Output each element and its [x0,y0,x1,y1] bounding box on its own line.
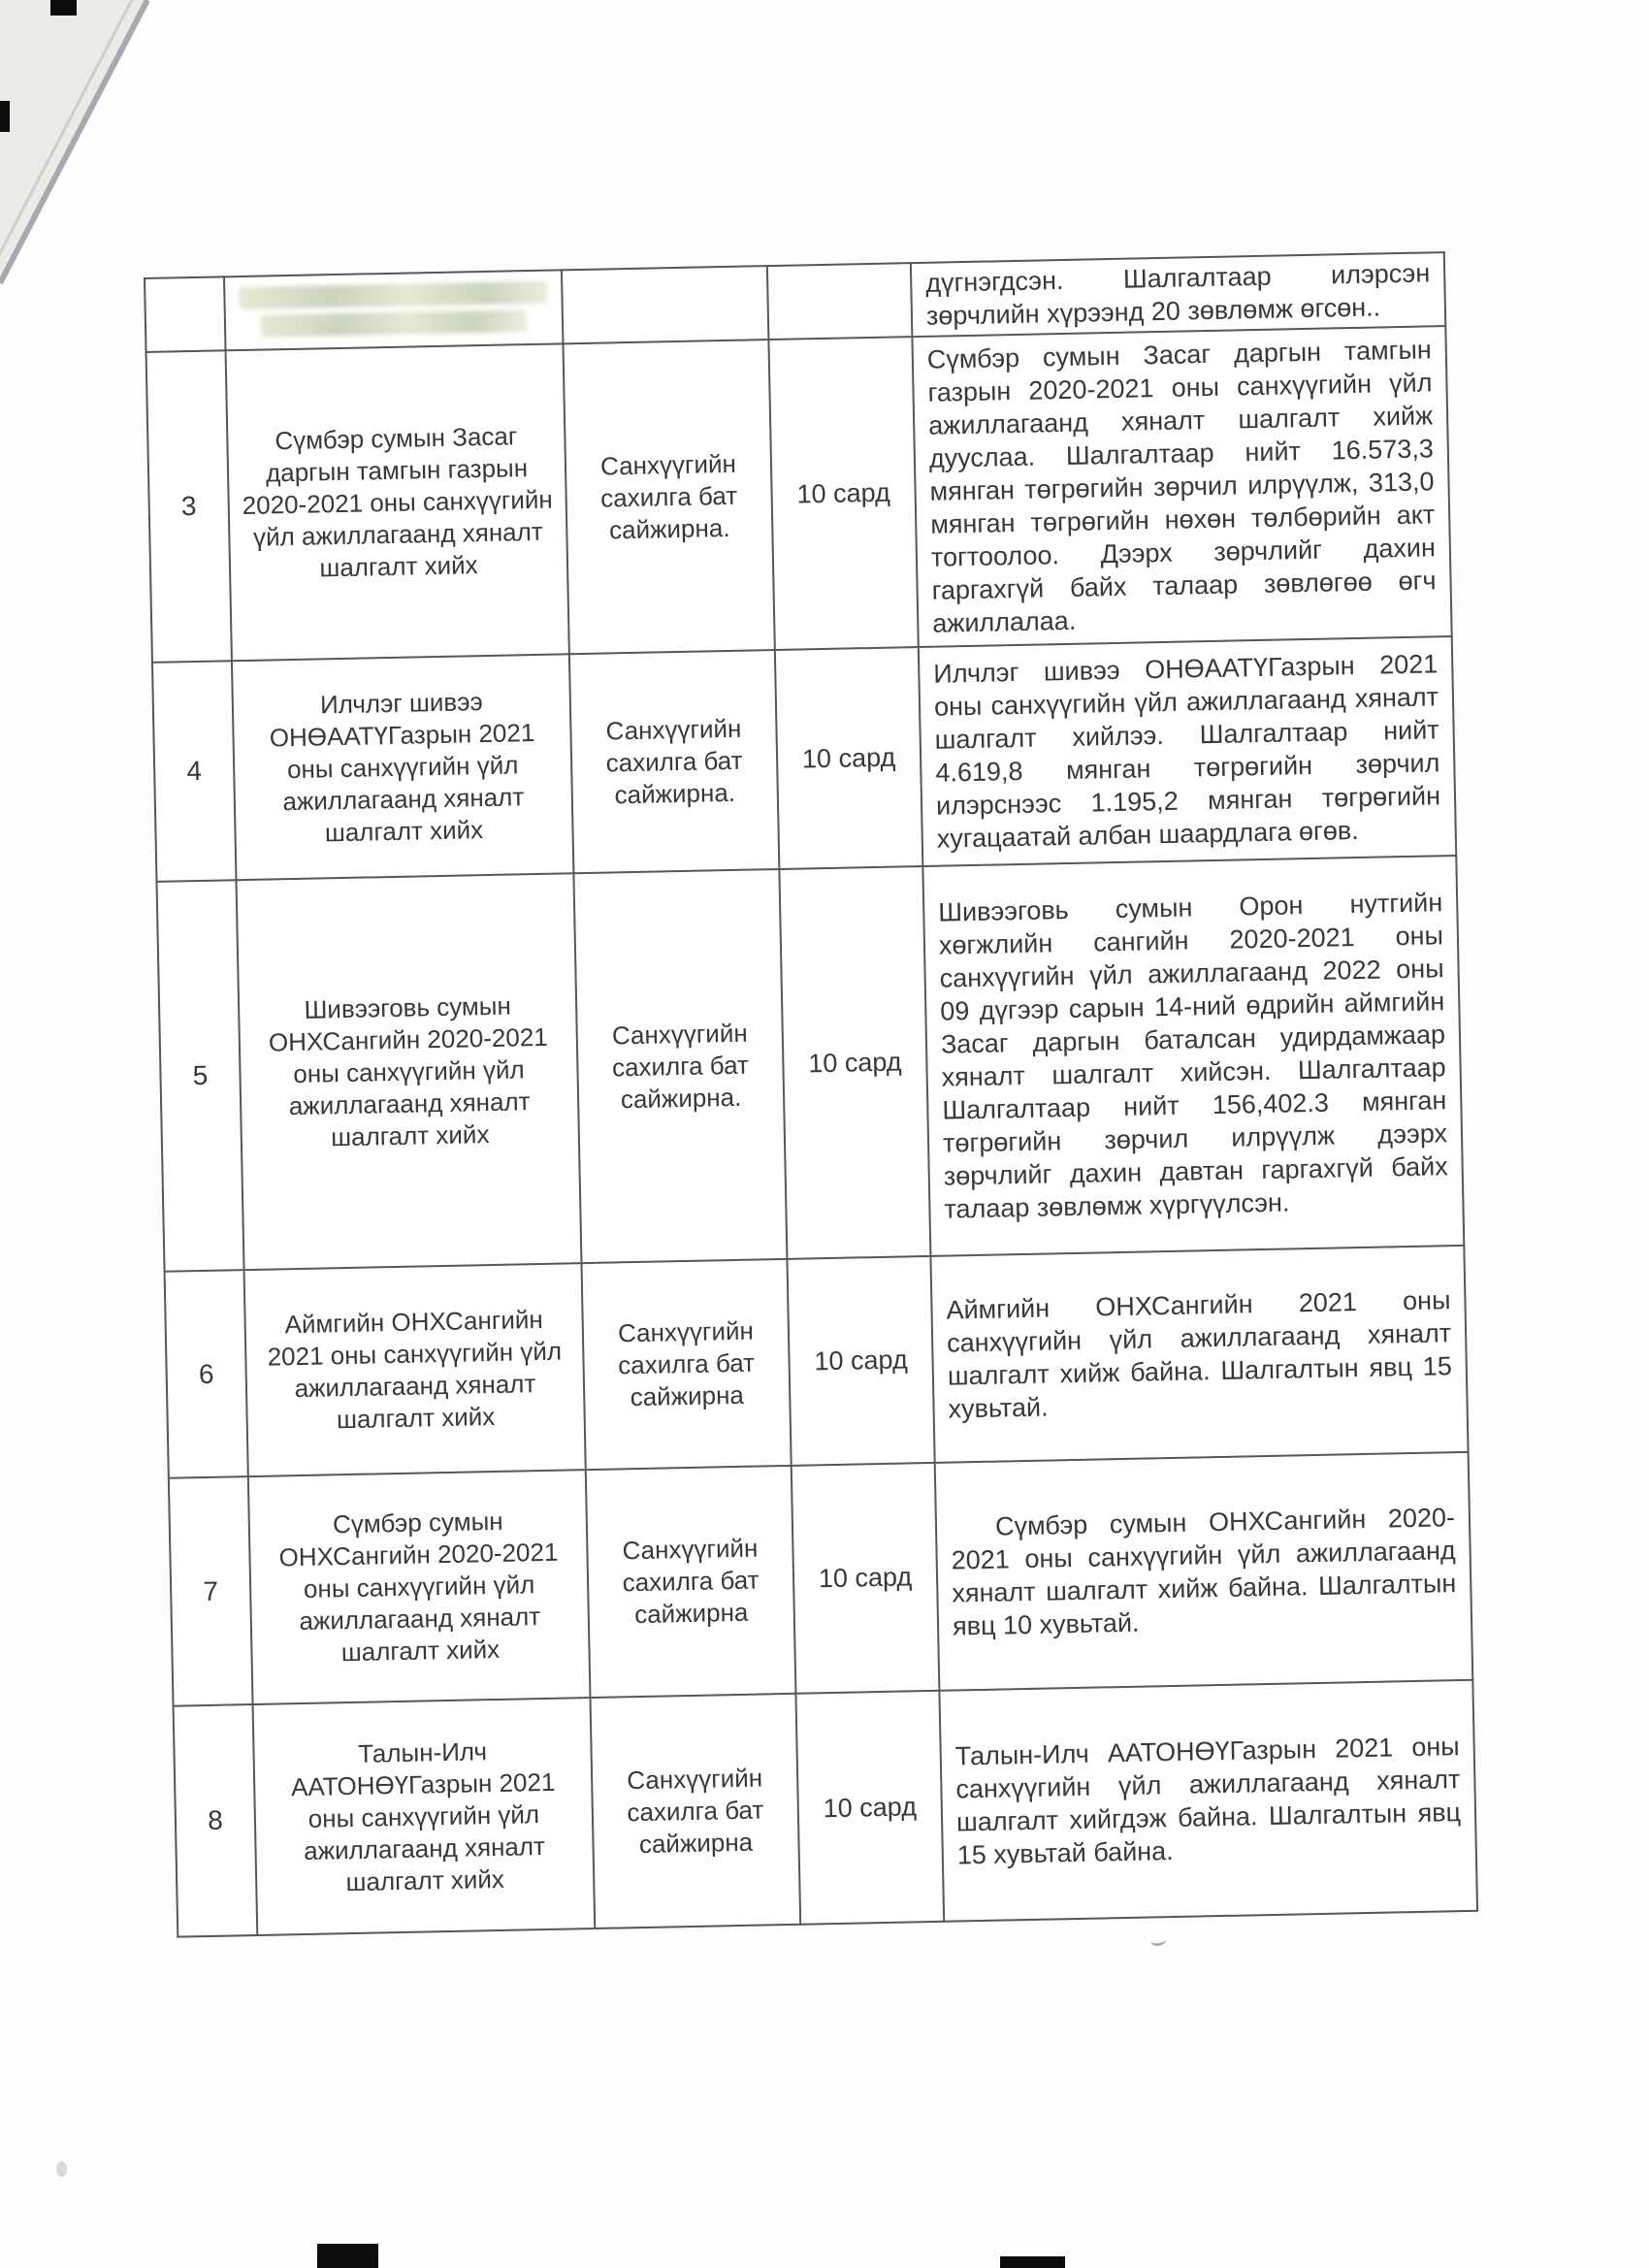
timeframe-cell [767,263,912,340]
timeframe-cell: 10 сард [775,647,923,869]
task-cell: Шивээговь сумын ОНХСангийн 2020-2021 оны санхүүгийн үйл ажиллагаанд хяналт шалгалт хийх [236,873,581,1270]
scan-speck [56,2161,67,2177]
task-cell: Сүмбэр сумын Засаг даргын тамгын газрын 2020-2021 оны санхүүгийн үйл ажиллагаанд хяналт шалгалт хийх [226,343,569,661]
task-cell: Талын-Илч ААТОНӨҮГазрын 2021 оны санхүүгийн үйл ажиллагаанд хяналт шалгалт хийх [253,1698,596,1935]
row-number-cell: 8 [174,1704,258,1937]
task-cell: Сүмбэр сумын ОНХСангийн 2020-2021 оны санхүүгийн үйл ажиллагаанд хяналт шалгалт хийх [248,1470,591,1704]
table-row [169,1452,1472,1706]
timeframe-cell: 10 сард [787,1256,934,1466]
status-cell: Сүмбэр сумын Засаг даргын тамгын газрын 2020-2021 оны санхүүгийн үйл ажиллагаанд хяналт шалгалт хийж дууслаа. Шалгалтаар нийт 16.573,3 мянган төгрөгийн зөрчил илрүүлж, 313,0 мянган төгрөгийн нөхөн төлбөрийн акт тогтоолоо. Дээрх зөрчлийг дахин гаргахгүй байх талаар зөвлөгөө өгч ажиллалаа. [912,326,1451,647]
timeframe-cell: 10 сард [795,1691,944,1925]
inspection-results-table [144,251,1478,1938]
task-cell: Илчлэг шивээ ОНӨААТҮГазрын 2021 оны санхүүгийн үйл ажиллагаанд хяналт шалгалт хийх [232,654,573,880]
highlighter-smudge [239,281,548,338]
timeframe-cell: 10 сард [768,337,918,650]
row-number-cell: 3 [146,350,232,663]
status-cell: дүгнэгдсэн. Шалгалтаар илэрсэн зөрчлийн хүрээнд 20 зөвлөмж өгсөн.. [911,252,1445,337]
expected-result-cell: Санхүүгийн сахилга бат сайжирна. [563,340,774,654]
scan-black-mark [50,0,77,16]
expected-result-cell: Санхүүгийн сахилга бат сайжирна. [573,869,787,1263]
scan-black-mark [0,101,10,132]
status-cell: Илчлэг шивээ ОНӨААТҮГазрын 2021 оны санхүүгийн үйл ажиллагаанд хяналт шалгалт хийлээ. Шалгалтаар нийт 4.619,8 мянган төгрөгийн зөрчил илэрснээс 1.195,2 мянган төгрөгийн хугацаатай албан шаардлага өгөв. [919,636,1456,866]
status-cell: Талын-Илч ААТОНӨҮГазрын 2021 оны санхүүгийн үйл ажиллагаанд хяналт шалгалт хийгдэж байна. Шалгалтын явц 15 хувьтай байна. [939,1680,1477,1922]
table-row [174,1680,1478,1937]
task-cell: Аймгийн ОНХСангийн 2021 оны санхүүгийн үйл ажиллагаанд хяналт шалгалт хийх [244,1263,586,1476]
timeframe-cell: 10 сард [792,1463,940,1694]
row-number-cell: 7 [169,1476,253,1706]
row-number-cell [145,276,226,352]
row-number-cell: 6 [165,1270,248,1478]
scanned-sheet [144,251,1478,1938]
scan-speck [1149,1933,1167,1947]
status-cell: Аймгийн ОНХСангийн 2021 оны санхүүгийн үйл ажиллагаанд хяналт шалгалт хийж байна. Шалгалтын явц 15 хувьтай. [930,1246,1468,1463]
scan-black-mark [317,2244,378,2268]
row-number-cell: 4 [152,661,237,882]
table-row [165,1246,1469,1478]
status-cell: Шивээговь сумын Орон нутгийн хөгжлийн сангийн 2020-2021 оны санхүүгийн үйл ажиллагаанд 2022 оны 09 дүгээр сарын 14-ний өдрийн аймгийн Засаг даргын баталсан удирдамжаар хяналт шалгалт хийсэн. Шалгалтаар Шалгалтаар нийт 156,402.3 мянган төгрөгийн зөрчил илрүүлж дээрх зөрчлийг дахин давтан гаргахгүй байх талаар зөвлөмж хүргүүлсэн. [922,856,1464,1256]
table-row [146,326,1452,663]
expected-result-cell: Санхүүгийн сахилга бат сайжирна [581,1259,791,1470]
task-cell [224,270,563,350]
expected-result-cell: Санхүүгийн сахилга бат сайжирна. [569,650,779,873]
table-row [152,636,1456,882]
expected-result-cell: Санхүүгийн сахилга бат сайжирна [590,1694,800,1928]
scan-black-mark [1000,2256,1065,2268]
table-row [157,856,1465,1272]
expected-result-cell: Санхүүгийн сахилга бат сайжирна [586,1466,796,1698]
row-number-cell: 5 [157,880,244,1272]
status-cell: Сүмбэр сумын ОНХСангийн 2020-2021 оны санхүүгийн үйл ажиллагаанд хяналт шалгалт хийж байна. Шалгалтын явц 10 хувьтай. [935,1452,1473,1691]
expected-result-cell [562,266,768,343]
timeframe-cell: 10 сард [779,866,930,1259]
